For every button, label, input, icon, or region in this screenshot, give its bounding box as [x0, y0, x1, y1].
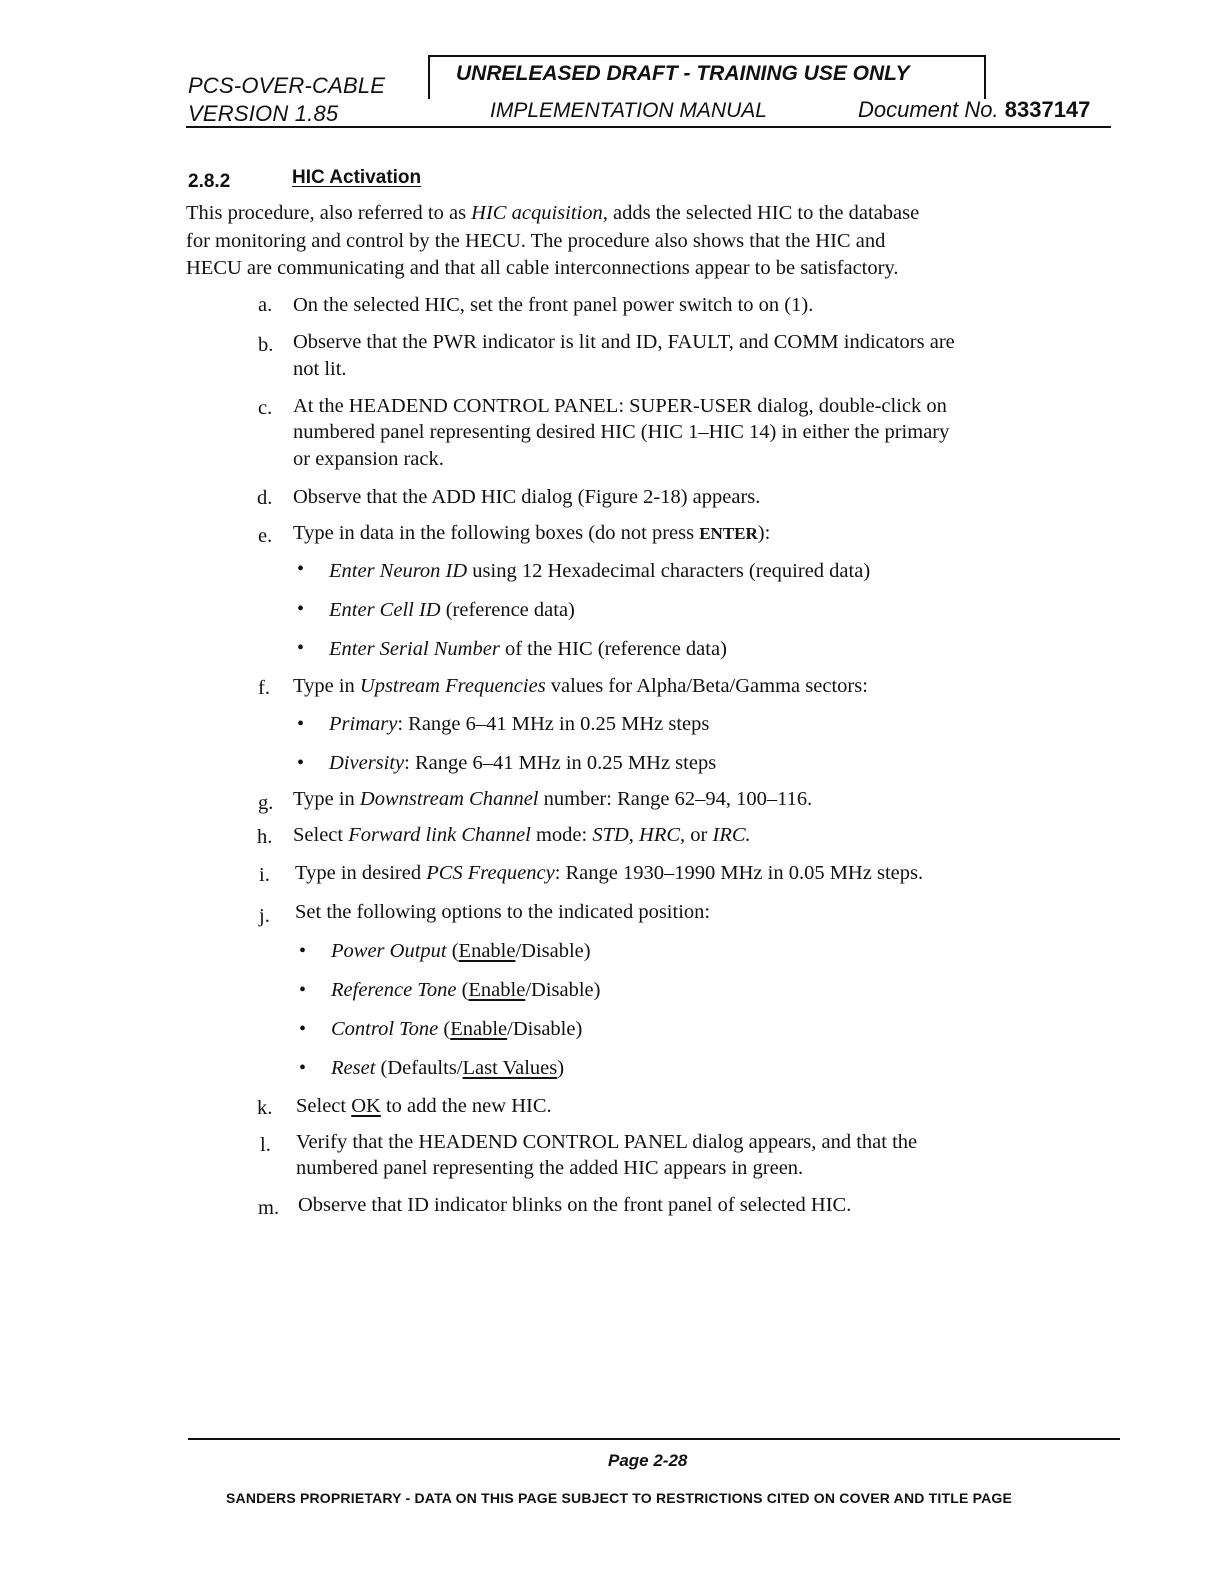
bullet-term: Enter Serial Number — [329, 638, 500, 660]
intro-line-2: for monitoring and control by the HECU. The procedure also shows that the HIC and — [186, 230, 886, 252]
step-i-text-part: : Range 1930–1990 MHz in 0.05 MHz steps. — [554, 862, 924, 884]
step-e-bullet-2 — [329, 597, 575, 623]
step-f-text — [293, 673, 868, 699]
bullet-rest: /Disable) — [515, 940, 591, 962]
step-j-bullet-2 — [331, 977, 600, 1003]
bullet-open: (Defaults/ — [375, 1057, 463, 1079]
bullet-term: Reference Tone — [331, 979, 457, 1001]
step-letter-i: i. — [259, 864, 270, 886]
bullet-icon: • — [297, 752, 305, 774]
section-number: 2.8.2 — [188, 171, 231, 192]
bullet-term: Enter Cell ID — [329, 599, 441, 621]
header-version: VERSION 1.85 — [188, 101, 339, 126]
step-letter-l: l. — [260, 1134, 271, 1156]
step-h-term: Forward link Channel — [348, 824, 531, 846]
step-g-term: Downstream Channel — [359, 788, 539, 810]
step-g-text-part: number: Range 62–94, 100–116. — [538, 788, 813, 810]
step-f-bullet-1 — [329, 711, 709, 737]
header-banner-title: UNRELEASED DRAFT - TRAINING USE ONLY — [456, 62, 910, 85]
step-e-text — [293, 520, 770, 547]
step-m-text: Observe that ID indicator blinks on the front panel of selected HIC. — [298, 1194, 852, 1216]
selected-option: Enable — [458, 940, 516, 962]
step-e-key-enter: ENTER — [699, 524, 758, 543]
bullet-term: Power Output — [331, 940, 447, 962]
bullet-icon: • — [297, 637, 305, 659]
step-h-text-part: or — [685, 824, 713, 846]
step-letter-c: c. — [258, 397, 273, 419]
step-letter-k: k. — [257, 1097, 273, 1119]
step-letter-b: b. — [258, 334, 274, 356]
step-j-bullet-3 — [331, 1016, 582, 1042]
step-h-option-irc: IRC. — [712, 824, 751, 846]
step-letter-e: e. — [258, 525, 273, 547]
bullet-rest: /Disable) — [525, 979, 601, 1001]
intro-text: adds the selected HIC to the database — [607, 202, 920, 224]
step-letter-g: g. — [258, 792, 274, 814]
proprietary-notice: SANDERS PROPRIETARY - DATA ON THIS PAGE SUBJECT TO RESTRICTIONS CITED ON COVER AND TITLE PAGE — [226, 1490, 1013, 1506]
page-number: Page 2-28 — [608, 1451, 688, 1470]
selected-option: Enable — [468, 979, 526, 1001]
step-f-bullet-2 — [329, 750, 716, 776]
bullet-term: Diversity — [329, 752, 405, 774]
step-i-text-part: Type in desired — [295, 862, 427, 884]
step-b-line-1: Observe that the PWR indicator is lit and ID, FAULT, and COMM indicators are — [293, 331, 955, 353]
bullet-icon: • — [297, 713, 305, 735]
step-h-option-std: STD, — [592, 824, 634, 846]
bullet-icon: • — [299, 1057, 307, 1079]
header-manual-title: IMPLEMENTATION MANUAL — [490, 99, 767, 122]
step-h-option-hrc: HRC, — [639, 824, 686, 846]
step-b-line-2: not lit. — [293, 358, 347, 380]
step-h-text — [293, 822, 751, 848]
ok-option: OK — [351, 1095, 381, 1117]
step-f-text-part: Type in — [293, 675, 360, 697]
step-k-text-part: to add the new HIC. — [380, 1095, 552, 1117]
bullet-open: ( — [456, 979, 469, 1001]
intro-italic-term: HIC acquisition, — [471, 202, 608, 224]
bullet-term: Primary — [329, 713, 398, 735]
step-letter-j: j. — [259, 905, 270, 927]
step-f-text-part: values for Alpha/Beta/Gamma sectors: — [545, 675, 868, 697]
step-e-text-part: Type in data in the following boxes (do not press — [293, 522, 700, 544]
footer-rule — [188, 1438, 1120, 1440]
step-letter-d: d. — [257, 487, 273, 509]
step-g-text-part: Type in — [293, 788, 360, 810]
bullet-icon: • — [299, 1018, 307, 1040]
bullet-desc: of the HIC (reference data) — [499, 638, 727, 660]
step-a-text: On the selected HIC, set the front panel power switch to on (1). — [293, 294, 814, 316]
step-c-line-3: or expansion rack. — [293, 448, 444, 470]
step-l-line-2: numbered panel representing the added HIC appears in green. — [296, 1157, 804, 1179]
intro-text: This procedure, also referred to as — [186, 202, 472, 224]
step-d-text: Observe that the ADD HIC dialog (Figure 2-18) appears. — [293, 486, 761, 508]
step-i-term: PCS Frequency — [426, 862, 555, 884]
bullet-open: ( — [446, 940, 459, 962]
step-e-bullet-1 — [329, 558, 870, 584]
step-k-text-part: Select — [296, 1095, 352, 1117]
step-h-text-part: Select — [293, 824, 349, 846]
bullet-term: Control Tone — [331, 1018, 439, 1040]
bullet-icon: • — [299, 940, 307, 962]
header-document-number — [858, 97, 1090, 123]
step-i-text — [295, 860, 923, 886]
step-k-text — [296, 1093, 552, 1119]
step-letter-m: m. — [258, 1197, 280, 1219]
bullet-term: Enter Neuron ID — [329, 560, 468, 582]
step-j-text: Set the following options to the indicated position: — [295, 901, 711, 923]
bullet-open: ( — [438, 1018, 451, 1040]
bullet-icon: • — [297, 598, 305, 620]
selected-option: Last Values — [462, 1057, 558, 1079]
intro-line-3: HECU are communicating and that all cable interconnections appear to be satisfactory. — [186, 257, 899, 279]
header-product-name: PCS-OVER-CABLE — [188, 73, 386, 98]
step-letter-h: h. — [257, 826, 273, 848]
bullet-icon: • — [297, 558, 305, 580]
bullet-rest: ) — [557, 1057, 565, 1079]
step-letter-a: a. — [258, 294, 273, 316]
header-doc-label: Document No. — [858, 97, 999, 122]
bullet-desc: : Range 6–41 MHz in 0.25 MHz steps — [404, 752, 717, 774]
step-e-text-part: ): — [757, 522, 771, 544]
bullet-desc: : Range 6–41 MHz in 0.25 MHz steps — [397, 713, 710, 735]
selected-option: Enable — [450, 1018, 508, 1040]
header-doc-number: 8337147 — [1004, 97, 1091, 122]
intro-line-1 — [186, 200, 919, 227]
section-title: HIC Activation — [292, 167, 422, 188]
bullet-icon: • — [299, 979, 307, 1001]
bullet-desc: (reference data) — [440, 599, 575, 621]
step-g-text — [293, 786, 812, 812]
bullet-desc: using 12 Hexadecimal characters (required data) — [467, 560, 871, 582]
bullet-term: Reset — [331, 1057, 376, 1079]
step-l-line-1: Verify that the HEADEND CONTROL PANEL dialog appears, and that the — [296, 1131, 918, 1153]
step-f-term: Upstream Frequencies — [359, 675, 546, 697]
step-h-text-part: mode: — [530, 824, 593, 846]
step-j-bullet-4 — [331, 1055, 564, 1081]
step-j-bullet-1 — [331, 938, 591, 964]
step-c-line-2: numbered panel representing desired HIC (HIC 1–HIC 14) in either the primary — [293, 421, 950, 443]
step-e-bullet-3 — [329, 636, 727, 662]
bullet-rest: /Disable) — [507, 1018, 583, 1040]
step-c-line-1: At the HEADEND CONTROL PANEL: SUPER-USER dialog, double-click on — [293, 395, 947, 417]
header-rule — [186, 126, 1111, 128]
step-letter-f: f. — [258, 677, 270, 699]
